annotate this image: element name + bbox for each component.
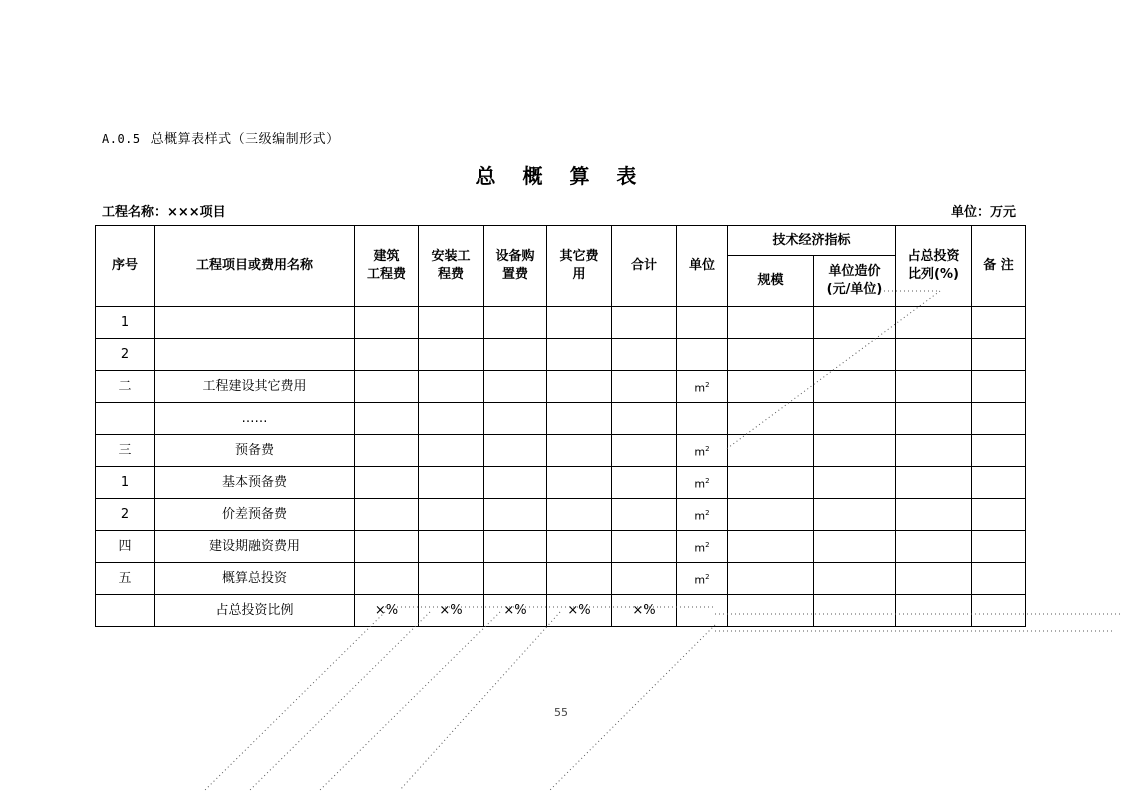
guide-line — [320, 612, 500, 790]
header-total: 合计 — [612, 226, 677, 307]
cell-name: 预备费 — [155, 435, 355, 467]
cell-name: 工程建设其它费用 — [155, 371, 355, 403]
header-unit-cost: 单位造价 (元/单位) — [814, 256, 896, 307]
header-seq: 序号 — [96, 226, 155, 307]
cell-unit: $m^2$ — [677, 563, 728, 595]
cell-seq: 2 — [96, 499, 155, 531]
cell-unit: $m^2$ — [677, 435, 728, 467]
cell-value: ×% — [547, 595, 612, 627]
cell-seq: 1 — [96, 467, 155, 499]
header-scale: 规模 — [728, 256, 814, 307]
cell-name: 建设期融资费用 — [155, 531, 355, 563]
cell-value: ×% — [612, 595, 677, 627]
cell-unit: $m^2$ — [677, 371, 728, 403]
cell-value: ×% — [419, 595, 484, 627]
cell-value: ×% — [484, 595, 547, 627]
project-name-label: 工程名称：×××项目 — [102, 205, 226, 220]
caption-text: 总概算表样式（三级编制形式） — [150, 132, 340, 147]
caption-code: A.0.5 — [102, 132, 141, 146]
guide-line — [725, 291, 940, 450]
header-unit: 单位 — [677, 226, 728, 307]
cell-seq: 五 — [96, 563, 155, 595]
header-ratio: 占总投资 比列(%) — [896, 226, 972, 307]
cell-value: ×% — [355, 595, 419, 627]
cell-name: 基本预备费 — [155, 467, 355, 499]
cell-unit: $m^2$ — [677, 499, 728, 531]
header-equipment: 设备购 置费 — [484, 226, 547, 307]
header-name: 工程项目或费用名称 — [155, 226, 355, 307]
header-tech-econ: 技术经济指标 — [728, 226, 896, 256]
header-remark: 备 注 — [972, 226, 1026, 307]
cell-seq: 四 — [96, 531, 155, 563]
guide-line — [400, 612, 560, 790]
header-construction: 建筑 工程费 — [355, 226, 419, 307]
page-title: 总 概 算 表 — [475, 164, 647, 188]
unit-label: 单位：万元 — [950, 205, 1016, 220]
cell-unit: $m^2$ — [677, 467, 728, 499]
header-install: 安装工 程费 — [419, 226, 484, 307]
cell-seq: 1 — [96, 307, 155, 339]
guide-line — [250, 612, 430, 790]
cell-seq: 2 — [96, 339, 155, 371]
page-number: 55 — [554, 706, 568, 719]
header-other: 其它费 用 — [547, 226, 612, 307]
cell-name: …… — [155, 403, 355, 435]
cell-name: 价差预备费 — [155, 499, 355, 531]
cell-name: 占总投资比例 — [155, 595, 355, 627]
cell-seq: 二 — [96, 371, 155, 403]
cell-name: 概算总投资 — [155, 563, 355, 595]
cell-unit: $m^2$ — [677, 531, 728, 563]
guide-line — [205, 612, 385, 790]
cell-seq: 三 — [96, 435, 155, 467]
